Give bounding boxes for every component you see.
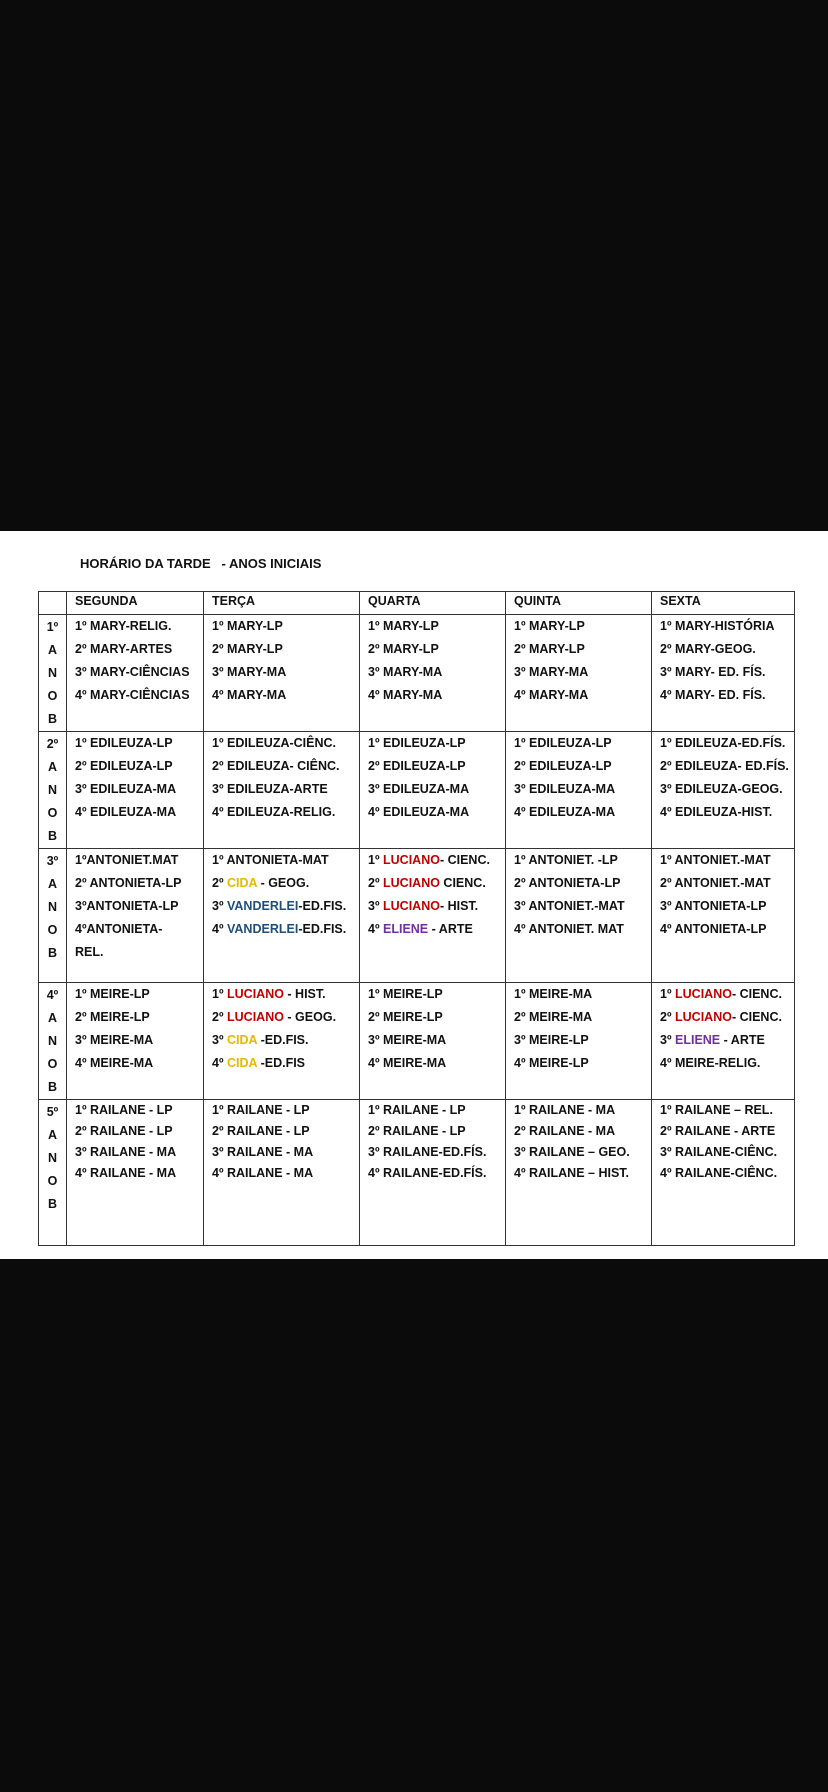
year-label-cell [39,983,67,1100]
class-entry: 3º ELIENE - ARTE [660,1033,765,1047]
schedule-cell [360,615,506,732]
class-entry: 1º RAILANE - MA [514,1103,616,1117]
class-entry: 2º MEIRE-MA [514,1010,593,1024]
teacher-name: LUCIANO [383,876,440,890]
class-entry: 3º MEIRE-MA [75,1033,154,1047]
class-entry: 3º MARY-MA [212,665,287,679]
year-label-char: N [47,900,58,914]
schedule-cell [506,983,652,1100]
class-entry: 2º RAILANE - LP [212,1124,310,1138]
class-entry: 4º MARY-MA [212,688,287,702]
year-label-char: 5º [46,1105,59,1119]
class-entry: 4º EDILEUZA-MA [75,805,177,819]
class-entry: 4º VANDERLEI-ED.FIS. [212,922,347,936]
year-label-char: B [47,946,58,960]
schedule-cell [67,615,204,732]
year-label-cell [39,732,67,849]
class-entry: 4º MARY- ED. FÍS. [660,688,766,702]
class-entry: 4º RAILANE - MA [75,1166,177,1180]
class-entry: 2º ANTONIETA-LP [514,876,621,890]
year-label-char: B [47,829,58,843]
class-entry: 4º EDILEUZA-RELIG. [212,805,336,819]
class-entry: 4º ANTONIETA-LP [660,922,767,936]
schedule-cell [652,849,795,983]
class-entry: 3º MEIRE-LP [514,1033,589,1047]
teacher-name: LUCIANO [675,1010,732,1024]
teacher-name: LUCIANO [227,1010,284,1024]
class-entry: 1º ANTONIETA-MAT [212,853,329,867]
header-segunda: SEGUNDA [67,592,204,615]
class-entry: 3º RAILANE - MA [75,1145,177,1159]
class-entry: 4º ELIENE - ARTE [368,922,473,936]
year-label-char: B [47,712,58,726]
class-entry: 3º EDILEUZA-GEOG. [660,782,783,796]
document-title: HORÁRIO DA TARDE - ANOS INICIAIS [80,556,322,571]
class-entry: 3º RAILANE-ED.FÍS. [368,1145,487,1159]
class-entry: 2º MEIRE-LP [368,1010,443,1024]
header-row [39,592,795,615]
year-label-char: A [47,760,58,774]
class-entry: 2º MARY-GEOG. [660,642,756,656]
class-entry: 4º MARY-MA [368,688,443,702]
year-label-cell [39,615,67,732]
schedule-cell [360,983,506,1100]
class-entry: 2º EDILEUZA-LP [514,759,612,773]
class-entry: 3º EDILEUZA-MA [368,782,470,796]
class-entry: 1º RAILANE - LP [212,1103,310,1117]
class-entry: 1º MARY-LP [368,619,439,633]
class-entry: 4º MARY-CIÊNCIAS [75,688,190,702]
class-entry: 1ºANTONIET.MAT [75,853,179,867]
class-entry: 1º MARY-LP [514,619,585,633]
schedule-cell [204,615,360,732]
header-quarta: QUARTA [360,592,506,615]
class-entry: 2º RAILANE - LP [368,1124,466,1138]
class-entry: 3º EDILEUZA-ARTE [212,782,328,796]
class-entry: 1º EDILEUZA-CIÊNC. [212,736,337,750]
class-entry: 4º RAILANE-ED.FÍS. [368,1166,487,1180]
class-entry: 4º MEIRE-MA [75,1056,154,1070]
class-entry: 1º MARY-RELIG. [75,619,172,633]
year-label-char: N [47,783,58,797]
class-entry: 1º MARY-LP [212,619,283,633]
year-label-char: O [47,806,58,820]
schedule-cell [360,732,506,849]
class-entry: 4º EDILEUZA-MA [368,805,470,819]
teacher-name: ELIENE [675,1033,721,1047]
class-entry: 4º EDILEUZA-HIST. [660,805,773,819]
class-entry: 2º MARY-LP [368,642,439,656]
class-entry: 1º ANTONIET.-MAT [660,853,771,867]
class-entry: 3º EDILEUZA-MA [75,782,177,796]
header-quinta: QUINTA [506,592,652,615]
class-entry: 2º RAILANE - MA [514,1124,616,1138]
year-label-char: B [47,1197,58,1211]
class-entry: 3º LUCIANO- HIST. [368,899,479,913]
schedule-cell [360,1100,506,1246]
teacher-name: VANDERLEI [227,922,299,936]
class-entry: 1º EDILEUZA-LP [514,736,612,750]
class-entry: 2º MEIRE-LP [75,1010,150,1024]
class-entry: 1º LUCIANO - HIST. [212,987,326,1001]
header-terca: TERÇA [204,592,360,615]
class-entry: 4º MARY-MA [514,688,589,702]
class-entry: 1º MEIRE-LP [75,987,150,1001]
teacher-name: CIDA [227,1033,258,1047]
year-label-char: O [47,1057,58,1071]
schedule-table [38,591,795,1246]
class-entry: 2º LUCIANO - GEOG. [212,1010,337,1024]
class-entry: 1º MEIRE-LP [368,987,443,1001]
year-label-char: A [47,1128,58,1142]
class-entry: 2º EDILEUZA-LP [75,759,173,773]
teacher-name: LUCIANO [675,987,732,1001]
year-label-cell [39,1100,67,1246]
schedule-cell [204,983,360,1100]
class-entry: 1º LUCIANO- CIENC. [368,853,490,867]
teacher-name: LUCIANO [383,899,440,913]
year-label-char: A [47,877,58,891]
schedule-cell [204,1100,360,1246]
class-entry: 1º RAILANE – REL. [660,1103,773,1117]
schedule-cell [506,849,652,983]
year-label-char: 2º [46,737,59,751]
class-entry: 2º ANTONIETA-LP [75,876,182,890]
class-entry: 4º CIDA -ED.FIS [212,1056,306,1070]
class-entry: 2º LUCIANO- CIENC. [660,1010,782,1024]
class-entry: 3º CIDA -ED.FIS. [212,1033,309,1047]
class-entry: 1º EDILEUZA-LP [75,736,173,750]
class-entry: 3º VANDERLEI-ED.FIS. [212,899,347,913]
class-entry: 1º MARY-HISTÓRIA [660,619,775,633]
teacher-name: LUCIANO [227,987,284,1001]
schedule-document [0,531,828,1259]
class-entry: 3º ANTONIET.-MAT [514,899,625,913]
header-corner [39,592,67,615]
teacher-name: VANDERLEI [227,899,299,913]
class-entry: 3º RAILANE-CIÊNC. [660,1145,778,1159]
class-entry: 3º MARY-MA [514,665,589,679]
year-label-char: 4º [46,988,59,1002]
year-label-char: O [47,689,58,703]
schedule-cell [67,1100,204,1246]
class-entry: 3º MEIRE-MA [368,1033,447,1047]
class-entry: 1º RAILANE - LP [75,1103,173,1117]
schedule-cell [360,849,506,983]
class-entry: 4º MEIRE-MA [368,1056,447,1070]
year-label-char: O [47,923,58,937]
schedule-cell [652,615,795,732]
teacher-name: LUCIANO [383,853,440,867]
teacher-name: ELIENE [383,922,429,936]
class-entry: 3º EDILEUZA-MA [514,782,616,796]
year-label-char: A [47,643,58,657]
schedule-cell [204,732,360,849]
class-entry: 4ºANTONIETA- [75,922,163,936]
class-entry: 4º RAILANE - MA [212,1166,314,1180]
class-entry: 2º EDILEUZA-LP [368,759,466,773]
class-entry: 1º EDILEUZA-ED.FÍS. [660,736,786,750]
class-entry: 2º CIDA - GEOG. [212,876,310,890]
class-entry: 3º RAILANE - MA [212,1145,314,1159]
class-entry: 2º RAILANE - ARTE [660,1124,776,1138]
year-label-char: N [47,1034,58,1048]
year-label-char: N [47,666,58,680]
class-entry: 4º ANTONIET. MAT [514,922,624,936]
year-label-char: B [47,1080,58,1094]
class-entry: 4º RAILANE – HIST. [514,1166,630,1180]
year-label-char: A [47,1011,58,1025]
class-entry: 2º ANTONIET.-MAT [660,876,771,890]
schedule-cell [204,849,360,983]
schedule-cell [652,732,795,849]
teacher-name: CIDA [227,1056,258,1070]
table-row [39,849,795,983]
class-entry: 2º MARY-ARTES [75,642,173,656]
class-entry: 2º LUCIANO CIENC. [368,876,486,890]
table-row [39,983,795,1100]
class-entry: 4º MEIRE-RELIG. [660,1056,761,1070]
table-row [39,1100,795,1246]
class-entry: 2º EDILEUZA- CIÊNC. [212,759,340,773]
schedule-cell [67,983,204,1100]
class-entry: 3º MARY- ED. FÍS. [660,665,766,679]
year-label-char: 3º [46,854,59,868]
schedule-cell [506,732,652,849]
schedule-cell [506,1100,652,1246]
class-entry: 3º MARY-MA [368,665,443,679]
class-entry: 1º MEIRE-MA [514,987,593,1001]
class-entry: 1º ANTONIET. -LP [514,853,618,867]
class-entry: 2º MARY-LP [212,642,283,656]
header-sexta: SEXTA [652,592,795,615]
class-entry: 3ºANTONIETA-LP [75,899,179,913]
class-entry: 4º EDILEUZA-MA [514,805,616,819]
class-entry: 1º EDILEUZA-LP [368,736,466,750]
schedule-cell [506,615,652,732]
class-entry: 2º RAILANE - LP [75,1124,173,1138]
schedule-cell [652,1100,795,1246]
class-entry: 3º RAILANE – GEO. [514,1145,630,1159]
class-entry: 2º MARY-LP [514,642,585,656]
year-label-cell [39,849,67,983]
table-row [39,732,795,849]
class-entry: 3º MARY-CIÊNCIAS [75,665,190,679]
schedule-cell [67,849,204,983]
schedule-cell [67,732,204,849]
class-entry: 1º LUCIANO- CIENC. [660,987,782,1001]
class-entry: REL. [75,945,104,959]
class-entry: 4º MEIRE-LP [514,1056,589,1070]
class-entry: 4º RAILANE-CIÊNC. [660,1166,778,1180]
class-entry: 3º ANTONIETA-LP [660,899,767,913]
teacher-name: CIDA [227,876,258,890]
year-label-char: N [47,1151,58,1165]
year-label-char: 1º [46,620,59,634]
schedule-cell [652,983,795,1100]
class-entry: 1º RAILANE - LP [368,1103,466,1117]
table-row [39,615,795,732]
year-label-char: O [47,1174,58,1188]
class-entry: 2º EDILEUZA- ED.FÍS. [660,759,789,773]
